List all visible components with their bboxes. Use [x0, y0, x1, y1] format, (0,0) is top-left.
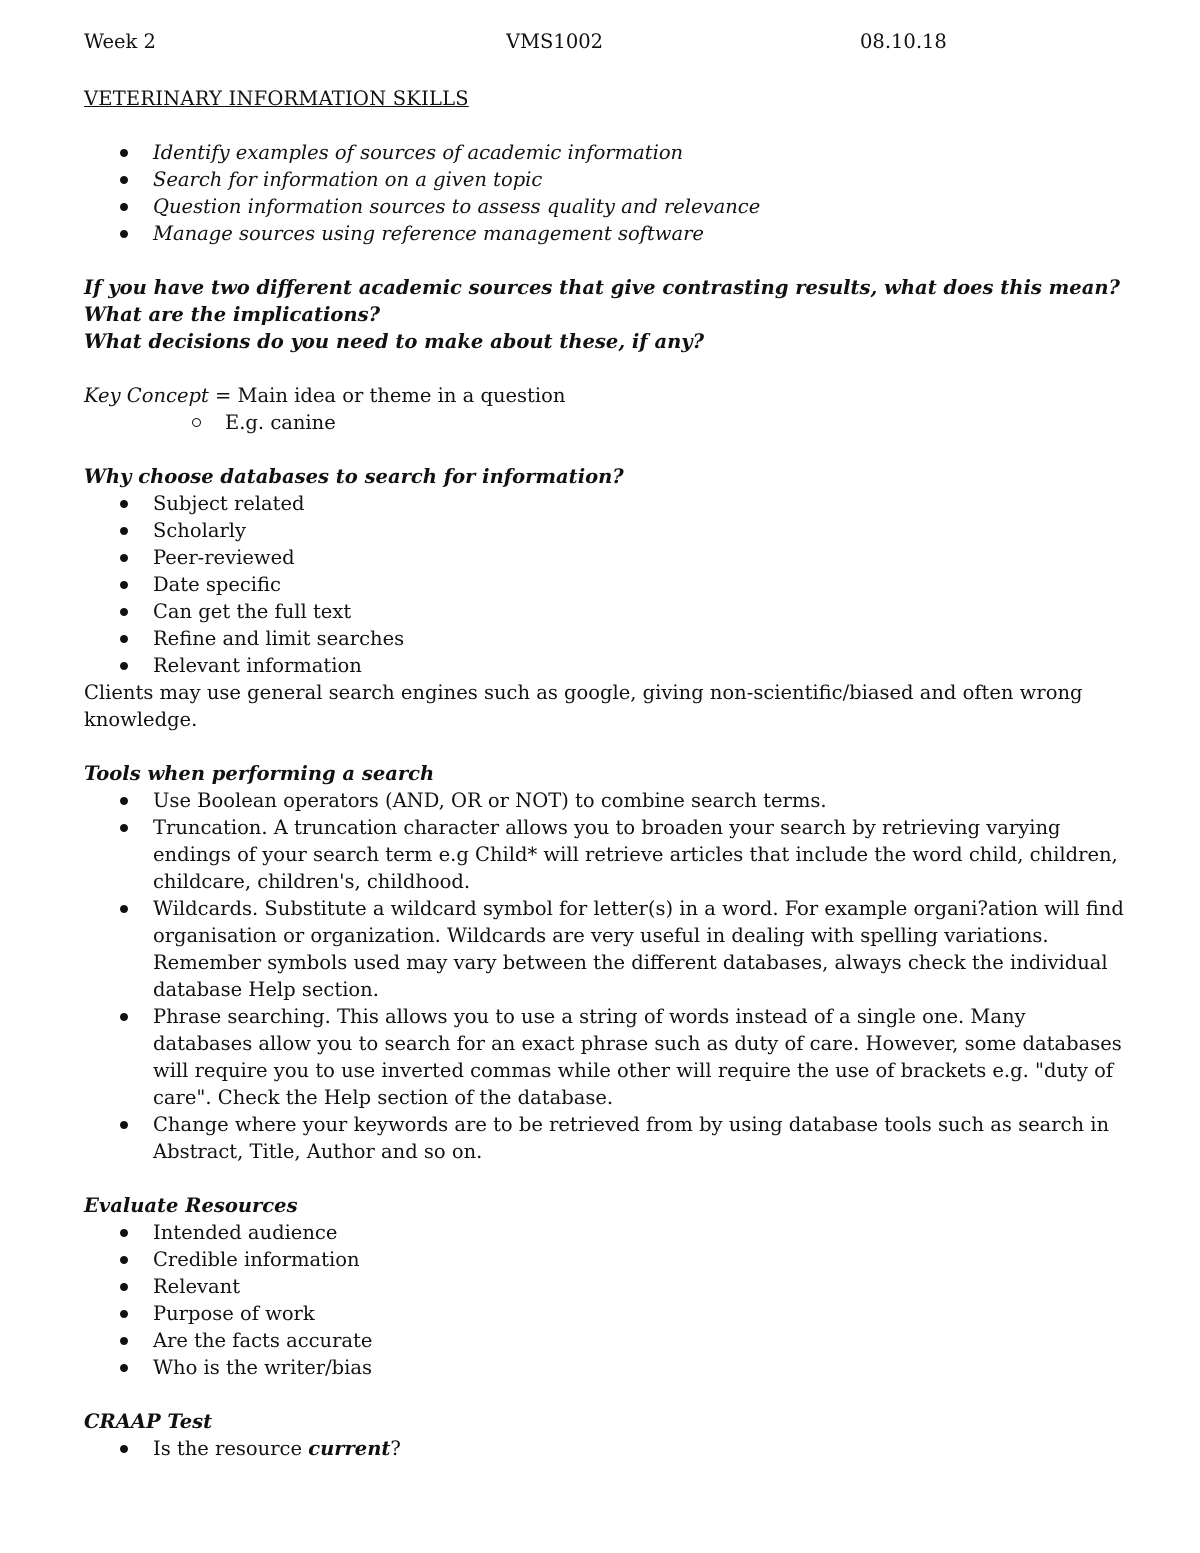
list-item: Change where your keywords are to be retrieved from by using database tools such as search in Abstract, Title, Author and so on. — [84, 1111, 1124, 1165]
question-line: If you have two different academic sources that give contrasting results, what does this mean? — [84, 276, 1120, 299]
list-item: Intended audience — [84, 1219, 1124, 1246]
list-item: Identify examples of sources of academic information — [84, 139, 1124, 166]
list-item: Date specific — [84, 571, 1124, 598]
evaluate-list — [84, 1219, 1124, 1381]
list-item: Relevant information — [84, 652, 1124, 679]
craap-item-suffix: ? — [390, 1437, 401, 1460]
list-item: Can get the full text — [84, 598, 1124, 625]
questions-block — [84, 274, 1124, 355]
evaluate-heading: Evaluate Resources — [84, 1194, 298, 1217]
key-concept-definition: = Main idea or theme in a question — [208, 384, 566, 407]
craap-item-prefix: Is the resource — [153, 1437, 309, 1460]
craap-heading: CRAAP Test — [84, 1410, 213, 1433]
key-concept-line — [84, 382, 1124, 409]
list-item — [84, 1435, 1124, 1462]
key-concept-term: Key Concept — [84, 384, 209, 407]
header-week: Week 2 — [84, 30, 156, 53]
databases-list — [84, 490, 1124, 679]
objectives-list — [84, 139, 1124, 247]
list-item: Phrase searching. This allows you to use a string of words instead of a single one. Many databases allow you to search for an exact phrase such as duty of care. However, some databases will require you to use inverted commas while other will require the use of brackets e.g. "duty of care". Check the Help section of the database. — [84, 1003, 1124, 1111]
list-item: E.g. canine — [84, 409, 1124, 436]
list-item: Manage sources using reference management software — [84, 220, 1124, 247]
header-course-code: VMS1002 — [506, 30, 604, 53]
header-date: 08.10.18 — [860, 30, 947, 53]
list-item: Truncation. A truncation character allows you to broaden your search by retrieving varying endings of your search term e.g Child* will retrieve articles that include the word child, children, childcare, children's, childhood. — [84, 814, 1124, 895]
list-item: Credible information — [84, 1246, 1124, 1273]
list-item: Purpose of work — [84, 1300, 1124, 1327]
list-item: Subject related — [84, 490, 1124, 517]
list-item: Relevant — [84, 1273, 1124, 1300]
page-title: VETERINARY INFORMATION SKILLS — [84, 87, 469, 110]
list-item: Are the facts accurate — [84, 1327, 1124, 1354]
list-item: Scholarly — [84, 517, 1124, 544]
list-item: Question information sources to assess quality and relevance — [84, 193, 1124, 220]
tools-list — [84, 787, 1124, 1165]
page-header — [84, 28, 1124, 55]
document-page — [84, 28, 1124, 1462]
list-item: Peer-reviewed — [84, 544, 1124, 571]
list-item: Wildcards. Substitute a wildcard symbol for letter(s) in a word. For example organi?ation will find organisation or organization. Wildcards are very useful in dealing with spelling variations. Remember symbols used may vary between the different databases, always check the individual database Help section. — [84, 895, 1124, 1003]
list-item: Who is the writer/bias — [84, 1354, 1124, 1381]
question-line: What decisions do you need to make about these, if any? — [84, 330, 705, 353]
databases-note: Clients may use general search engines such as google, giving non-scientific/biased and often wrong knowledge. — [84, 681, 1083, 731]
question-line: What are the implications? — [84, 303, 380, 326]
key-concept-sublist — [84, 409, 1124, 436]
craap-item-emphasis: current — [308, 1437, 391, 1460]
list-item: Search for information on a given topic — [84, 166, 1124, 193]
list-item: Use Boolean operators (AND, OR or NOT) to combine search terms. — [84, 787, 1124, 814]
list-item: Refine and limit searches — [84, 625, 1124, 652]
databases-heading: Why choose databases to search for information? — [84, 465, 624, 488]
tools-heading: Tools when performing a search — [84, 762, 435, 785]
craap-list — [84, 1435, 1124, 1462]
